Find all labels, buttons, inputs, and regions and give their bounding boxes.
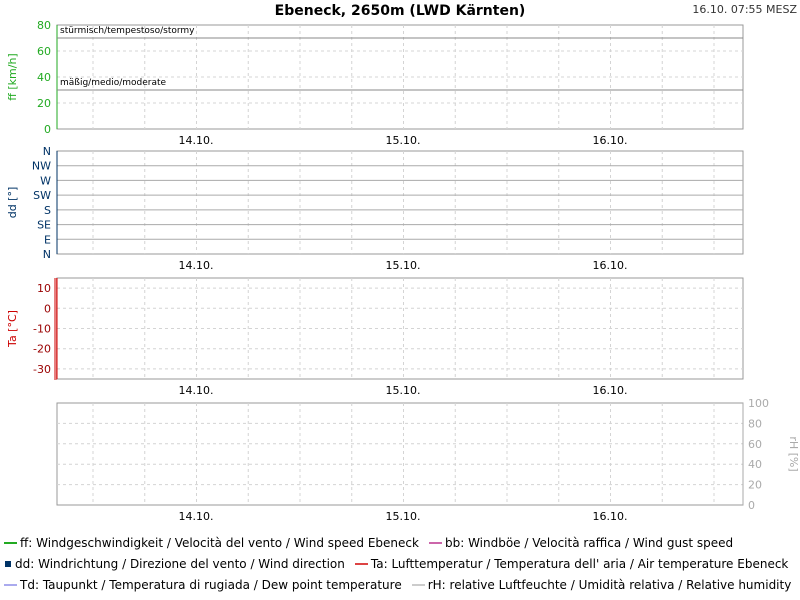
y-tick-label-ff: 60 (37, 45, 51, 58)
legend-code-ff: ff: (20, 536, 33, 550)
x-tick-label-ta: 14.10. (178, 384, 214, 397)
x-tick-label-dd: 15.10. (385, 259, 421, 272)
legend-text-ff: Windgeschwindigkeit / Velocità del vento / Wind speed Ebeneck (36, 536, 419, 550)
x-tick-label-dd: 14.10. (178, 259, 214, 272)
y-tick-label-ta: 10 (37, 282, 51, 296)
legend-swatch-td (4, 584, 17, 586)
y-tick-label-rh: 40 (748, 458, 762, 472)
chart-panel-rh (57, 397, 800, 523)
threshold-label: mäßig/medio/moderate (60, 78, 167, 88)
x-tick-label-ta: 16.10. (592, 384, 628, 397)
y-axis-label-rh: rH [%] (787, 436, 800, 472)
y-tick-label-dd: W (40, 174, 51, 188)
legend-swatch-bb (429, 542, 442, 544)
x-tick-label-ff: 14.10. (178, 134, 214, 147)
legend-code-bb: bb: (444, 536, 465, 550)
y-tick-label-rh: 0 (748, 499, 755, 512)
legend-swatch-ff (4, 542, 17, 544)
legend-row-2 (4, 557, 798, 571)
y-tick-label-dd: NW (31, 159, 51, 173)
legend-text-td: Taupunkt / Temperatura di rugiada / Dew point temperature (42, 578, 402, 592)
y-tick-label-ta: 0 (44, 302, 51, 316)
legend-swatch-rh (412, 584, 425, 586)
x-tick-label-ta: 15.10. (385, 384, 421, 397)
x-tick-label-rh: 16.10. (592, 510, 628, 523)
y-tick-label-dd: SE (37, 218, 51, 232)
legend-text-bb: Windböe / Velocità raffica / Wind gust speed (468, 536, 734, 550)
legend-code-td: Td: (20, 578, 39, 592)
y-tick-label-dd: N (42, 248, 51, 261)
legend-item-bb (429, 536, 733, 550)
y-axis-label-dd: dd [°] (6, 186, 19, 219)
chart-title: Ebeneck, 2650m (LWD Kärnten) (274, 3, 526, 19)
y-tick-label-ta: -20 (33, 342, 51, 356)
legend-text-ta: Lufttemperatur / Temperatura dell' aria / Air temperature Ebeneck (391, 557, 789, 571)
legend-item-ta (355, 557, 789, 571)
legend-text-dd: Windrichtung / Direzione del vento / Wind direction (38, 557, 345, 571)
y-tick-label-dd: E (44, 233, 51, 247)
y-tick-label-rh: 80 (748, 417, 762, 431)
y-tick-label-ta: -10 (33, 322, 51, 336)
legend-row-1 (4, 536, 743, 550)
legend-text-rh: relative Luftfeuchte / Umidità relativa / Relative humidity (449, 578, 792, 592)
y-tick-label-rh: 100 (748, 397, 769, 410)
y-tick-label-ta: -30 (33, 362, 51, 376)
chart-panel-dd (6, 145, 743, 272)
y-axis-label-ta: Ta [°C] (6, 310, 19, 347)
y-tick-label-ff: 0 (44, 123, 51, 136)
legend-swatch-dd (5, 561, 11, 567)
legend-item-td (4, 578, 402, 592)
y-tick-label-dd: N (42, 145, 51, 158)
x-tick-label-ff: 16.10. (592, 134, 628, 147)
x-tick-label-dd: 16.10. (592, 259, 628, 272)
legend-item-ff (4, 536, 419, 550)
y-tick-label-ff: 80 (37, 19, 51, 32)
x-tick-label-ff: 15.10. (385, 134, 421, 147)
x-tick-label-rh: 15.10. (385, 510, 421, 523)
plot-area-dd (57, 151, 743, 254)
chart-panel-ff (6, 19, 743, 147)
chart-panel-ta (6, 278, 743, 397)
legend-item-rh (412, 578, 792, 592)
legend-swatch-ta (355, 563, 368, 565)
legend-item-dd (4, 557, 345, 571)
plot-area-rh (57, 403, 743, 505)
threshold-label: stürmisch/tempestoso/stormy (60, 26, 195, 36)
y-tick-label-rh: 60 (748, 437, 762, 451)
y-tick-label-ff: 40 (37, 71, 51, 84)
y-tick-label-ff: 20 (37, 97, 51, 110)
legend-code-dd: dd: (15, 557, 35, 571)
y-tick-label-rh: 20 (748, 478, 762, 492)
legend-code-rh: rH: (427, 578, 446, 592)
y-tick-label-dd: SW (33, 189, 51, 203)
x-tick-label-rh: 14.10. (178, 510, 214, 523)
y-axis-label-ff: ff [km/h] (6, 53, 19, 101)
y-tick-label-dd: S (44, 203, 51, 217)
legend-row-3 (4, 578, 800, 592)
timestamp: 16.10. 07:55 MESZ (692, 3, 797, 16)
legend-code-ta: Ta: (370, 557, 388, 571)
